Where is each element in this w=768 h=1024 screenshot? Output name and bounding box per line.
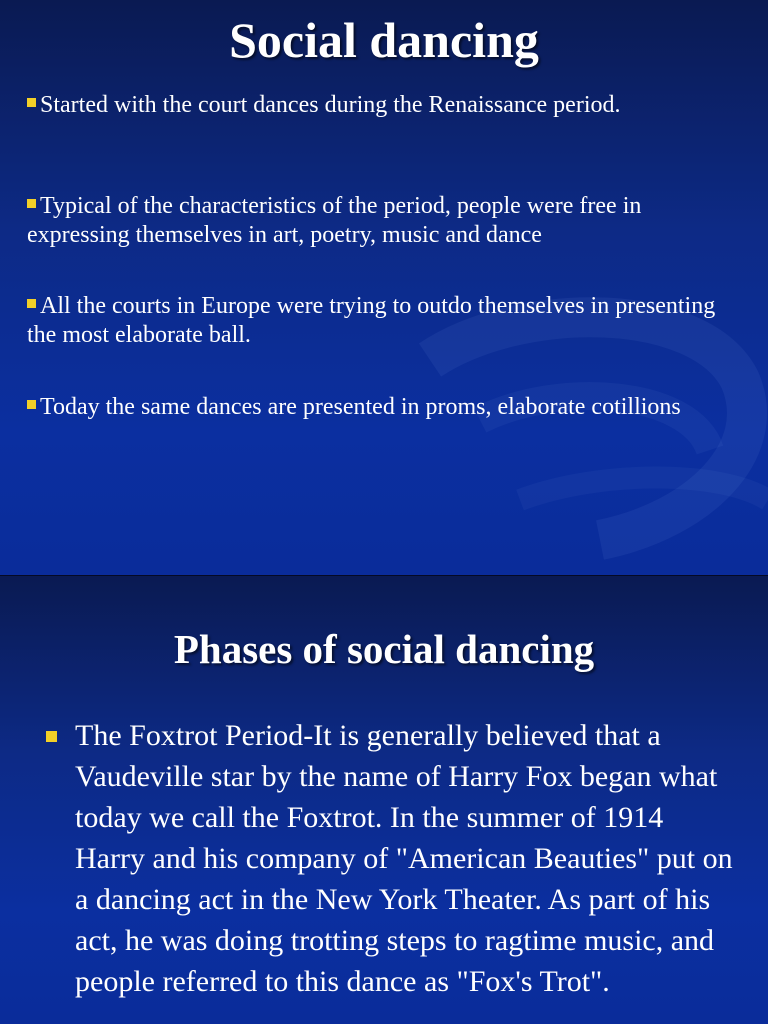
square-bullet-icon xyxy=(27,400,36,409)
bullet-text: The Foxtrot Period-It is generally believed that a Vaudeville star by the name of Harry Fox began what today we call the Foxtrot. In the summer of 1914 Harry and his company of "American Beauties" put on a dancing act in the New York Theater. As part of his act, he was doing trotting steps to ragtime music, and people referred to this dance as "Fox's Trot". xyxy=(75,719,733,998)
slide-title: Social dancing xyxy=(229,12,539,68)
bullet-text: All the courts in Europe were trying to outdo themselves in presenting the most elaborate ball. xyxy=(27,293,716,348)
list-item xyxy=(27,91,742,120)
slide-title: Phases of social dancing xyxy=(173,626,595,672)
square-bullet-icon xyxy=(46,731,57,742)
square-bullet-icon xyxy=(27,299,36,308)
square-bullet-icon xyxy=(27,98,36,107)
list-item xyxy=(27,393,742,422)
list-item xyxy=(27,192,742,250)
square-bullet-icon xyxy=(27,199,36,208)
bullet-text: Typical of the characteristics of the period, people were free in expressing themselves in art, poetry, music and dance xyxy=(27,193,642,248)
bullet-list xyxy=(46,715,736,1002)
bullet-text: Today the same dances are presented in proms, elaborate cotillions xyxy=(40,394,681,420)
list-item xyxy=(46,715,736,1002)
bullet-text: Started with the court dances during the Renaissance period. xyxy=(40,92,621,118)
list-item xyxy=(27,292,742,350)
